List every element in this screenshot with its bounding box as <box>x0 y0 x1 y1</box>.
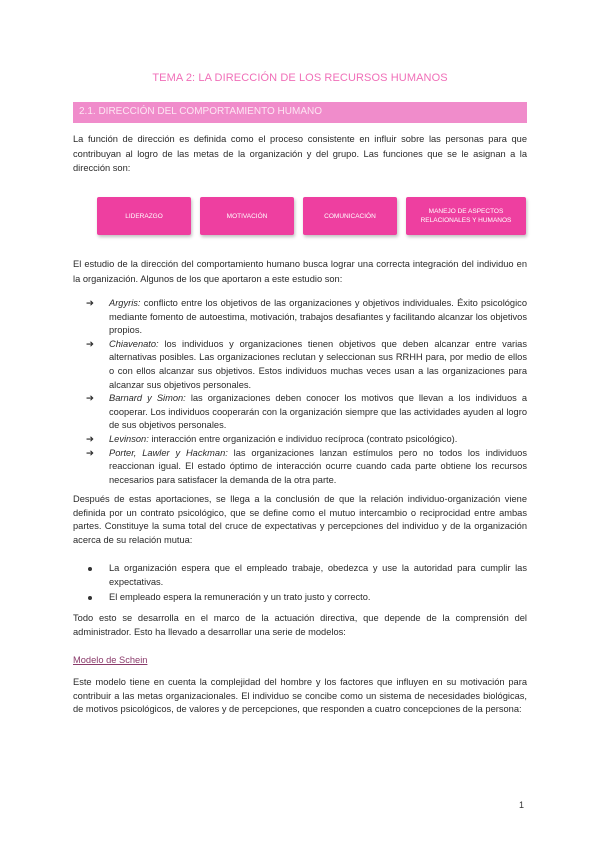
list-item <box>86 392 527 433</box>
section-heading-bar <box>73 102 527 123</box>
expectation-text: El empleado espera la remuneración y un trato justo y correcto. <box>109 592 371 603</box>
list-item <box>88 562 527 589</box>
contributor-text: las organizaciones deben conocer los motivos que llevan a los individuos a cooperar. Los individuos cooperarán con la organización siempre que las actividades ayuden al logro de sus objetivos personales. <box>109 393 527 431</box>
expectations-list <box>88 562 527 607</box>
model-schein-link[interactable]: Modelo de Schein <box>73 655 148 665</box>
bullet-icon <box>88 596 92 600</box>
arrow-icon: ➔ <box>86 393 94 404</box>
contributor-name: Barnard y Simon: <box>109 393 186 404</box>
function-label: COMUNICACIÓN <box>324 212 376 220</box>
arrow-icon: ➔ <box>86 433 94 444</box>
section-heading: 2.1. DIRECCIÓN DEL COMPORTAMIENTO HUMANO <box>79 106 322 117</box>
function-box-communication <box>303 197 397 235</box>
framework-paragraph: Todo esto se desarrolla en el marco de la actuación directiva, que depende de la comprensión del administrador. Esto ha llevado a desarrollar una serie de modelos: <box>73 613 527 637</box>
contributor-name: Levinson: <box>109 433 149 444</box>
contributor-text: las organizaciones lanzan estímulos pero no todos los individuos reaccionan igual. El estado óptimo de interacción ocurre cuando cada parte obtiene los recursos necesarios para satisfacer la demanda de la otra parte. <box>109 447 527 485</box>
bullet-icon <box>88 567 92 571</box>
study-paragraph: El estudio de la dirección del comportamiento humano busca lograr una correcta integración del individuo en la organización. Algunos de los que aportaron a este estudio son: <box>73 259 527 284</box>
expectation-text: La organización espera que el empleado trabaje, obedezca y use la autoridad para cumplir las expectativas. <box>109 563 527 587</box>
functions-diagram <box>97 197 529 237</box>
list-item <box>88 591 527 605</box>
contributor-name: Porter, Lawler y Hackman: <box>109 447 228 458</box>
intro-paragraph: La función de dirección es definida como el proceso consistente en influir sobre las personas para que contribuyan al logro de las metas de la organización y del grupo. Las funciones que se le asignan a la dirección son: <box>73 134 527 174</box>
list-item <box>86 338 527 392</box>
page-number: 1 <box>519 800 525 810</box>
page-title: TEMA 2: LA DIRECCIÓN DE LOS RECURSOS HUMANOS <box>152 72 448 84</box>
function-box-motivation <box>200 197 294 235</box>
function-box-relations <box>406 197 526 235</box>
conclusion-paragraph: Después de estas aportaciones, se llega a la conclusión de que la relación individuo-organización viene definida por un contrato psicológico, que se define como el mutuo intercambio o reciprocidad entre ambas partes. Constituye la suma total del cruce de expectativas y percepciones del individuo y de la organización acerca de su relación mutua: <box>73 494 527 546</box>
function-label: MOTIVACIÓN <box>226 212 268 220</box>
model-paragraph: Este modelo tiene en cuenta la complejidad del hombre y los factores que influyen en su motivación para contribuir a las metas organizacionales. El individuo se concibe como un sistema de necesidades biológicas, de motivos psicológicos, de valores y de percepciones, que responden a cuatro concepciones de la persona: <box>73 677 527 715</box>
function-label: LIDERAZGO <box>125 212 163 220</box>
arrow-icon: ➔ <box>86 298 94 308</box>
contributor-name: Chiavenato: <box>109 338 159 349</box>
list-item <box>86 447 527 488</box>
function-box-leadership <box>97 197 191 235</box>
function-label: MANEJO DE ASPECTOS RELACIONALES Y HUMANOS <box>420 208 512 224</box>
arrow-icon: ➔ <box>86 338 94 349</box>
contributor-text: interacción entre organización e individuo recíproca (contrato psicológico). <box>148 433 458 444</box>
contributor-text: los individuos y organizaciones tienen objetivos que deben alcanzar entre varias alternativas posibles. Las organizaciones reclutan y seleccionan sus RRHH para, por medio de ellos o con ellos alcanzar sus objetivos. Estos individuos muchas veces usan a las organizaciones para alcanzar sus objetivos personales. <box>109 338 527 390</box>
contributor-text: conflicto entre los objetivos de las organizaciones y objetivos individuales. Éxito psicológico mediante fomento de autoestima, motivación, trabajos desafiantes y facilitando alcanzar los objetivos propios. <box>109 298 527 336</box>
arrow-icon: ➔ <box>86 447 94 458</box>
contributors-list <box>86 297 527 487</box>
contributor-name: Argyris: <box>109 298 141 308</box>
list-item <box>86 297 527 338</box>
list-item <box>86 433 527 447</box>
